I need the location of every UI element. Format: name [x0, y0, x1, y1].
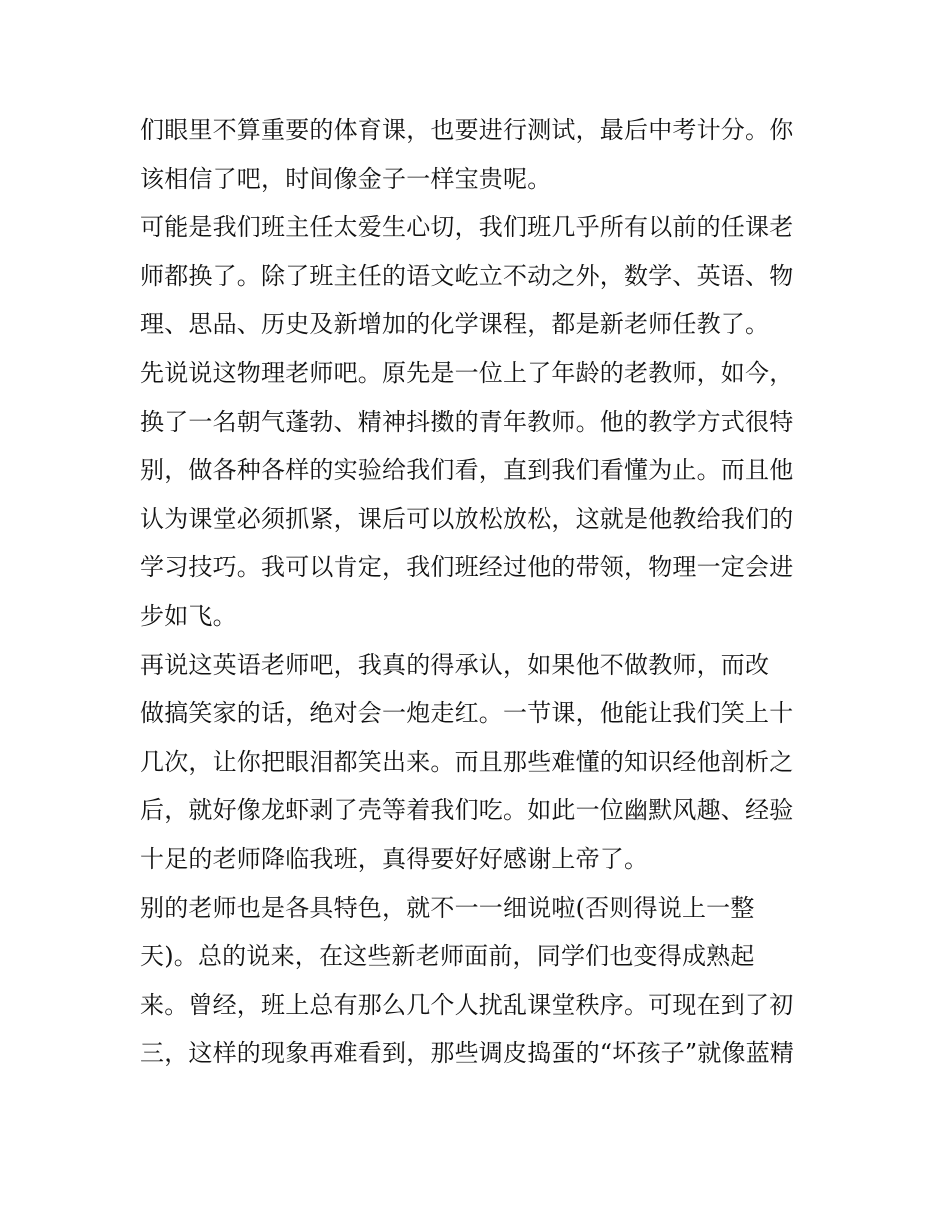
text-line: 们眼里不算重要的体育课，也要进行测试，最后中考计分。你 — [140, 116, 794, 144]
text-line: 别，做各种各样的实验给我们看，直到我们看懂为止。而且他 — [140, 456, 794, 485]
text-line: 师都换了。除了班主任的语文屹立不动之外，数学、英语、物 — [140, 261, 794, 290]
text-line: 先说说这物理老师吧。原先是一位上了年龄的老教师，如今， — [140, 358, 794, 387]
text-line: 做搞笑家的话，绝对会一炮走红。一节课，他能让我们笑上十 — [140, 699, 794, 728]
text-line: 可能是我们班主任太爱生心切，我们班几乎所有以前的任课老 — [140, 213, 794, 242]
text-line: 来。曾经，班上总有那么几个人扰乱课堂秩序。可现在到了初 — [140, 990, 794, 1019]
text-line: 后，就好像龙虾剥了壳等着我们吃。如此一位幽默风趣、经验 — [140, 796, 794, 825]
text-line: 别的老师也是各具特色，就不一一细说啦(否则得说上一整 — [140, 893, 755, 922]
body-text — [140, 106, 820, 1078]
text-line: 几次，让你把眼泪都笑出来。而且那些难懂的知识经他剖析之 — [140, 747, 794, 776]
text-line: 理、思品、历史及新增加的化学课程，都是新老师任教了。 — [140, 310, 770, 339]
text-line: 三，这样的现象再难看到，那些调皮捣蛋的“坏孩子”就像蓝精 — [140, 1039, 795, 1068]
text-line: 天)。总的说来，在这些新老师面前，同学们也变得成熟起 — [140, 942, 755, 971]
text-line: 步如飞。 — [140, 601, 237, 630]
text-line: 再说这英语老师吧，我真的得承认，如果他不做教师，而改 — [140, 650, 770, 679]
text-line: 认为课堂必须抓紧，课后可以放松放松，这就是他教给我们的 — [140, 504, 794, 533]
text-line: 换了一名朝气蓬勃、精神抖擞的青年教师。他的教学方式很特 — [140, 407, 794, 436]
text-line: 十足的老师降临我班，真得要好好感谢上帝了。 — [140, 844, 649, 873]
text-line: 该相信了吧，时间像金子一样宝贵呢。 — [140, 164, 552, 193]
text-line: 学习技巧。我可以肯定，我们班经过他的带领，物理一定会进 — [140, 553, 794, 582]
